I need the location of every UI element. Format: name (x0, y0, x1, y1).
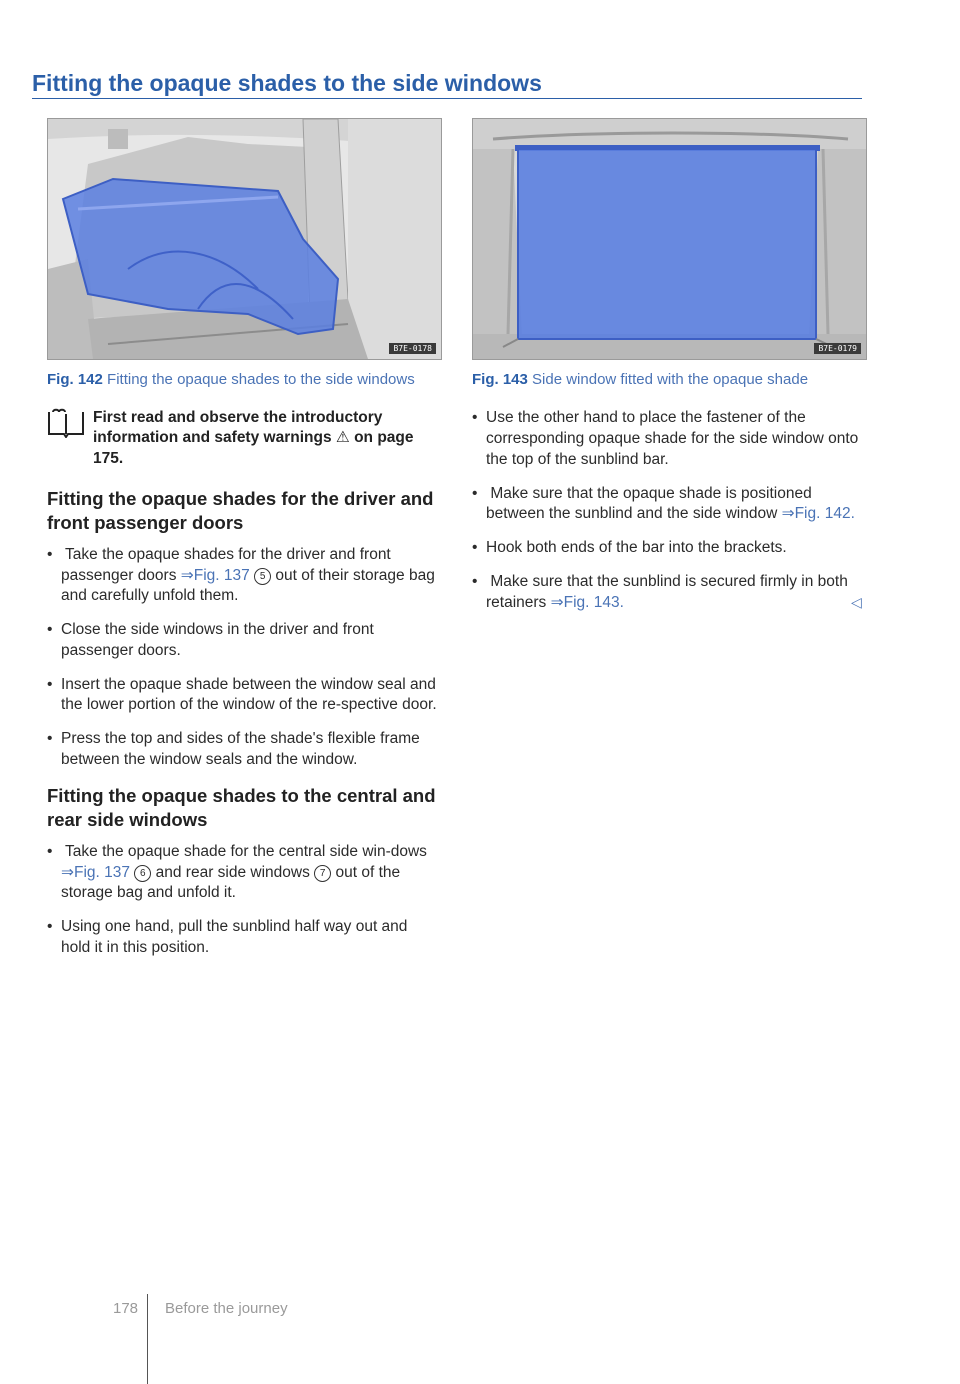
figure-code-label: B7E-0179 (814, 343, 861, 354)
figure-143-image (472, 118, 867, 360)
right-column (472, 118, 865, 626)
list-item: • Press the top and sides of the shade's flexible frame between the window seals and the window. (47, 730, 420, 768)
car-interior-illustration-142 (48, 119, 441, 359)
callout-number: 6 (134, 865, 151, 882)
bullet-icon: • (47, 621, 53, 639)
warning-triangle-icon: ⚠ (335, 429, 350, 447)
notice-page-ref: on page 175. (93, 429, 414, 467)
page-title: Fitting the opaque shades to the side windows (32, 70, 542, 96)
list-item: • Take the opaque shade for the central side win-dows ⇒Fig. 137 6 and rear side windows 7 out of the storage bag and unfold it. (47, 842, 427, 902)
list-item: • Using one hand, pull the sunblind half way out and hold it in this position. (47, 918, 408, 956)
footer-divider (147, 1294, 148, 1384)
figure-reference-link[interactable]: ⇒Fig. 137 (180, 566, 250, 584)
bullet-icon: • (472, 539, 478, 557)
left-column (47, 118, 440, 972)
notice-text: First read and observe the introductory information and safety warnings (93, 409, 383, 447)
figure-reference-link[interactable]: ⇒Fig. 137 (61, 863, 130, 881)
side-window-shade-illustration-143 (473, 119, 866, 359)
figure-143-caption: Fig. 143 Side window fitted with the opaque shade (472, 371, 809, 388)
figure-142-image (47, 118, 442, 360)
title-underline (32, 98, 862, 99)
bullet-icon: • (47, 842, 53, 860)
list-item: • Use the other hand to place the fastener of the corresponding opaque shade for the side window onto the top of the sunblind bar. (472, 409, 859, 468)
list-item: • Make sure that the opaque shade is positioned between the sunblind and the side window ⇒Fig. 142. (472, 484, 855, 523)
callout-number: 5 (254, 568, 271, 585)
list-item: • Close the side windows in the driver and front passenger doors. (47, 621, 374, 659)
figure-code-label: B7E-0178 (389, 343, 436, 354)
figure-reference-link[interactable]: ⇒Fig. 143. (550, 593, 624, 611)
bullet-icon: • (472, 409, 478, 427)
bullet-icon: • (472, 572, 478, 590)
section-heading-rear-windows: Fitting the opaque shades to the central and rear side windows (47, 784, 436, 830)
bullet-icon: • (47, 730, 53, 748)
list-item: • Hook both ends of the bar into the brackets. (472, 538, 865, 559)
callout-number: 7 (314, 865, 331, 882)
list-item: • Insert the opaque shade between the window seal and the lower portion of the window of the re-spective door. (47, 675, 437, 714)
bullet-icon: • (472, 484, 478, 502)
figure-reference-link[interactable]: ⇒Fig. 142. (781, 505, 855, 523)
figure-142-caption: Fig. 142 Fitting the opaque shades to the side windows (47, 371, 415, 388)
open-book-icon (47, 408, 85, 438)
bullet-icon: • (47, 918, 53, 936)
page-number: 178 (113, 1300, 139, 1317)
list-item: • Make sure that the sunblind is secured firmly in both retainers ⇒Fig. 143. ◁ (472, 572, 862, 611)
safety-notice (47, 408, 440, 468)
section-heading-driver-doors: Fitting the opaque shades for the driver and front passenger doors (47, 487, 434, 533)
bullet-icon: • (47, 545, 53, 563)
bullet-icon: • (47, 675, 53, 693)
footer-section-name: Before the journey (165, 1300, 288, 1317)
list-item: • Take the opaque shades for the driver and front passenger doors ⇒Fig. 137 5 out of their storage bag and carefully unfold them. (47, 545, 435, 605)
